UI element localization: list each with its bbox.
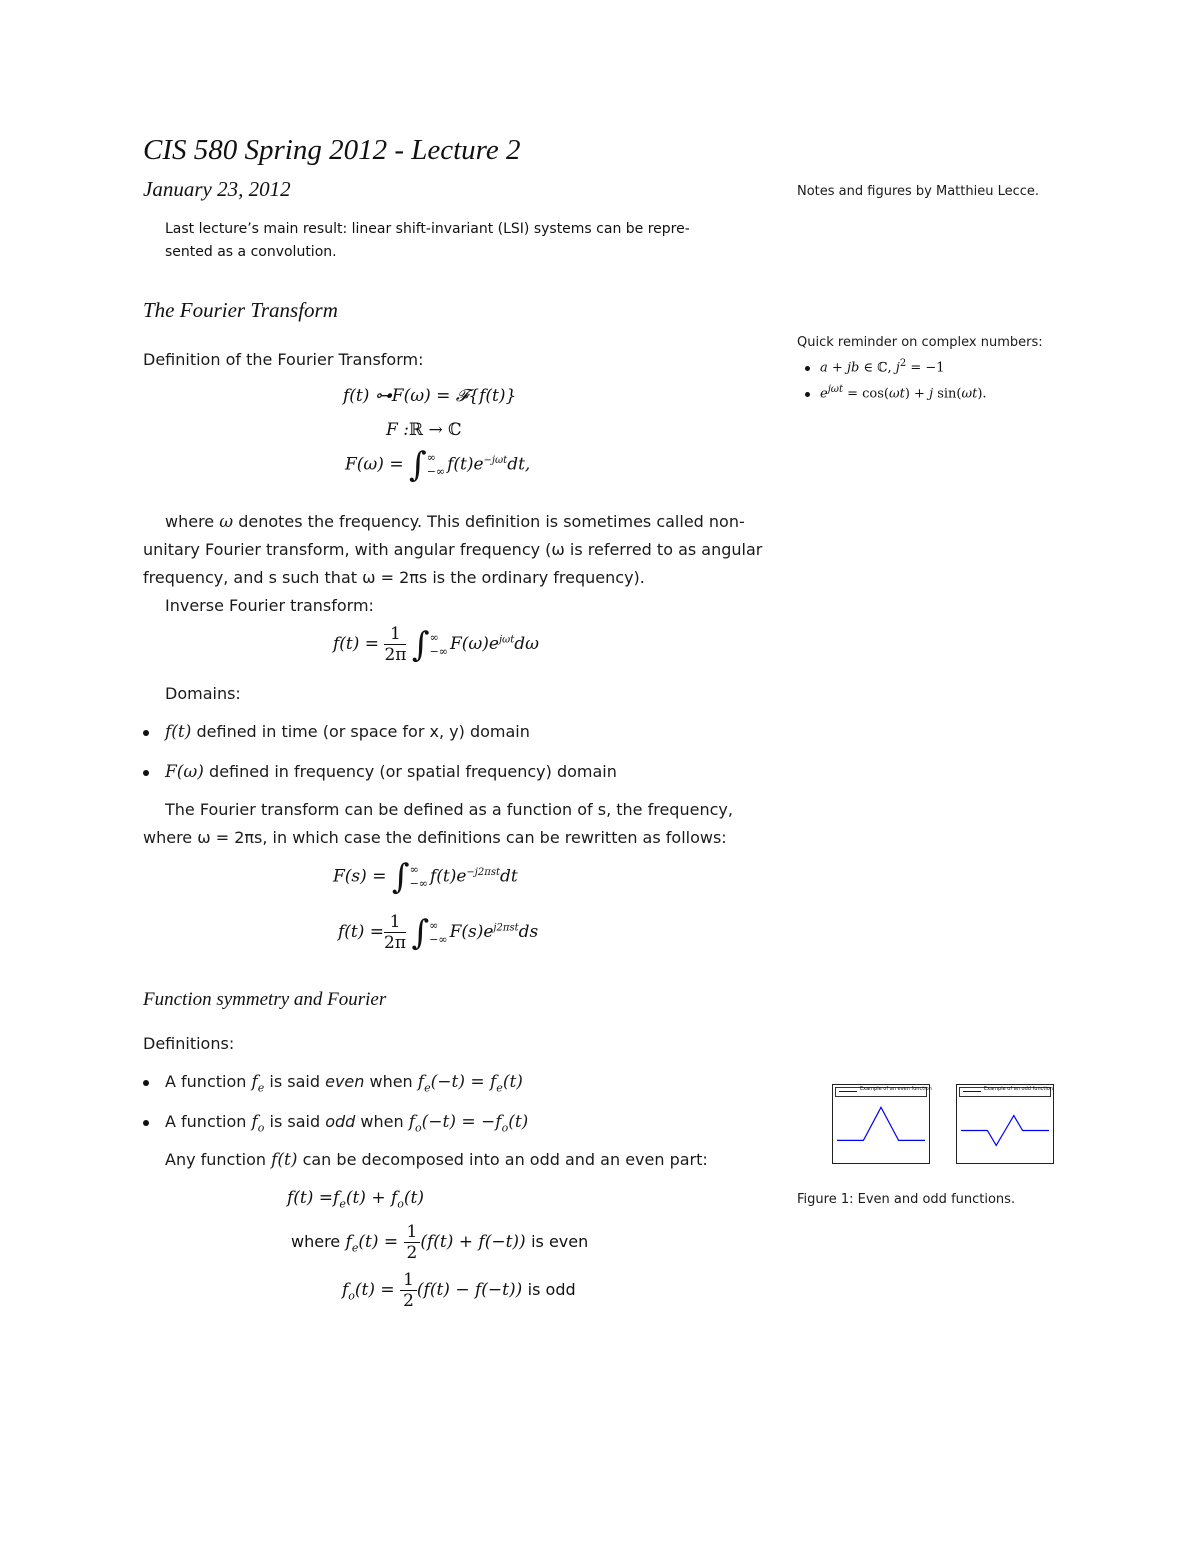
equation-even-part: where $f_e(t)$ = $\frac{1}{2}$ (f(t) + f(−t)) is even [291, 1222, 589, 1263]
bullet-icon [143, 770, 149, 776]
domains-label: Domains: [165, 684, 241, 703]
figure-caption: Figure 1: Even and odd functions. [797, 1192, 1016, 1207]
para2-line2: where ω = 2πs, in which case the definitions can be rewritten as follows: [143, 828, 727, 847]
odd-word: odd [325, 1112, 356, 1131]
even-legend-text: Example of an even function [860, 1086, 932, 1092]
para1-line1: denotes the frequency. This definition is sometimes called non- [238, 512, 745, 531]
domain-frequency-text: defined in frequency (or spatial frequency) domain [209, 762, 617, 781]
equation-decomposition: $f(t) =f_e(t) + f_o(t)$ [287, 1188, 425, 1211]
para1-line2: unitary Fourier transform, with angular frequency (ω is referred to as angular [143, 540, 763, 559]
bullet-icon [805, 392, 810, 397]
even-word: even [325, 1072, 365, 1091]
even-function-line [837, 1107, 925, 1140]
para1-line3: frequency, and s such that ω = 2πs is the ordinary frequency). [143, 568, 645, 587]
equation-mapping: F :ℝ → ℂ [386, 420, 462, 440]
complex-item-2: $e^{j\omega t} = \cos(\omega t) + j$ sin(ωt). [820, 384, 987, 402]
odd-function-line [961, 1116, 1049, 1146]
legend-line [963, 1091, 981, 1092]
bullet-icon [805, 366, 810, 371]
paragraph-frequency: where ω denotes the frequency. This definition is sometimes called non- unitary Fourier transform, with angular frequency (ω is referred to as angular frequency, and s such that ω = 2πs is the ordinary frequency). [143, 508, 783, 592]
decomp-any: Any function [165, 1150, 266, 1169]
definition-label: Definition of the Fourier Transform: [143, 350, 424, 369]
domain-time-text: defined in time (or space for x, y) domain [196, 722, 530, 741]
odd-text-b: is said [269, 1112, 321, 1131]
is-odd-text: is odd [527, 1280, 576, 1299]
page-title: CIS 580 Spring 2012 - Lecture 2 [143, 134, 521, 166]
bullet-icon [143, 1080, 149, 1086]
odd-legend [959, 1087, 1051, 1097]
legend-line [839, 1091, 857, 1092]
lecture-date: January 23, 2012 [143, 177, 291, 201]
equation-odd-part: $f_o(t)$ = $\frac{1}{2}$ (f(t) − f(−t)) is odd [342, 1270, 576, 1311]
domain-item-time: f(t) defined in time (or space for x, y) domain [165, 722, 530, 742]
paragraph-ordinary-frequency [143, 796, 733, 852]
even-legend [835, 1086, 932, 1097]
decomposition-line: Any function f(t) can be decomposed into an odd and an even part: [165, 1150, 708, 1170]
odd-legend-text: Example of an odd function [984, 1086, 1053, 1092]
odd-text-a: A function [165, 1112, 247, 1131]
equation-inverse: f(t) = $\frac{1}{2\pi}$ ∫ ∞ −∞ $F(\omega)e^{j\omega t}d\omega$ [333, 624, 539, 665]
even-definition: A function $f_e$ is said even when $f_e(-t) = f_e(t)$ [165, 1072, 523, 1095]
complex-reminder-title: Quick reminder on complex numbers: [797, 335, 1043, 350]
even-function-plot [832, 1084, 930, 1164]
odd-definition: A function $f_o$ is said odd when $f_o(-t) = -f_o(t)$ [165, 1112, 529, 1135]
is-even-text: is even [531, 1232, 589, 1251]
even-text-a: A function [165, 1072, 247, 1091]
intro-line-2: sented as a convolution. [165, 244, 337, 260]
odd-text-c: when [360, 1112, 404, 1131]
even-text-c: when [369, 1072, 413, 1091]
where-text: where [291, 1232, 341, 1251]
bullet-icon [143, 1120, 149, 1126]
inverse-label: Inverse Fourier transform: [165, 596, 374, 615]
intro-line-1: Last lecture’s main result: linear shift-invariant (LSI) systems can be repre- [165, 221, 690, 237]
even-text-b: is said [269, 1072, 320, 1091]
equation-fourier-pair: f(t) ⊶F(ω) = 𝓕{f(t)} [343, 386, 517, 406]
equation-inverse-s: f(t) = $\frac{1}{2\pi}$ ∫ ∞ −∞ $F(s)e^{j2\pi st}ds$ [338, 912, 539, 953]
section-title-symmetry: Function symmetry and Fourier [143, 989, 387, 1010]
odd-function-plot [956, 1084, 1054, 1164]
section-title-fourier: The Fourier Transform [143, 298, 338, 322]
definitions-label: Definitions: [143, 1034, 235, 1053]
complex-item-1: a + jb ∈ ℂ, $j^2 = -1$ [820, 358, 945, 376]
intro-paragraph [165, 218, 690, 264]
domain-item-frequency: F(ω) defined in frequency (or spatial frequency) domain [165, 762, 617, 782]
bullet-icon [143, 730, 149, 736]
para1-where: where [165, 512, 215, 531]
equation-fourier-def: F(ω) = ∫ ∞ −∞ $f(t)e^{-j\omega t}dt$, [345, 445, 531, 485]
author-note: Notes and figures by Matthieu Lecce. [797, 184, 1040, 199]
equation-fourier-s: F(s) = ∫ ∞ −∞ $f(t)e^{-j2\pi st}dt$ [333, 857, 518, 897]
decomp-text: can be decomposed into an odd and an even part: [302, 1150, 708, 1169]
para2-line1: The Fourier transform can be defined as a function of s, the frequency, [165, 800, 733, 819]
